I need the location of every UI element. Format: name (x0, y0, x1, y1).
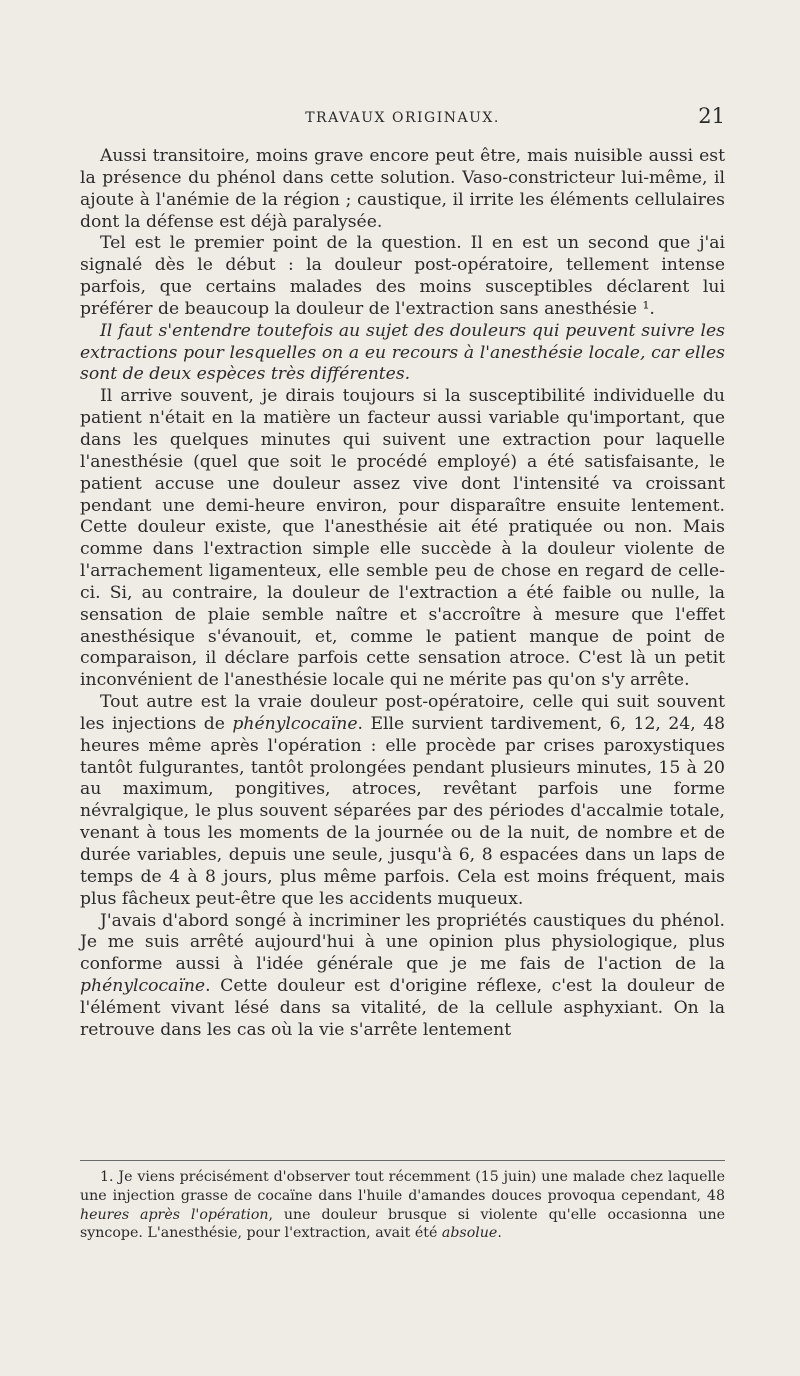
paragraph-3: Il faut s'entendre toutefois au sujet des douleurs qui peuvent suivre les extractions pour lesquelles on a eu recours à l'anesthésie locale, car elles sont de deux espèces très différentes. (80, 320, 725, 385)
paragraph-6: J'avais d'abord songé à incriminer les propriétés caustiques du phénol. Je me suis arrêté aujourd'hui à une opinion plus physiologique, plus conforme aussi à l'idée générale que je me fais de l'action de la phénylcocaïne. Cette douleur est d'origine réflexe, c'est la douleur de l'élément vivant lésé dans sa vitalité, de la cellule asphyxiant. On la retrouve dans les cas où la vie s'arrête lentement (80, 910, 725, 1040)
footnote-1: 1. Je viens précisément d'observer tout récemment (15 juin) une malade chez laquelle une injection grasse de cocaïne dans l'huile d'amandes douces provoqua cependant, 48 heures après l'opération, une douleur brusque si violente qu'elle occasionna une syncope. L'anesthésie, pour l'extraction, avait été absolue. (80, 1169, 725, 1242)
page-header (80, 104, 725, 132)
paragraph-5: Tout autre est la vraie douleur post-opératoire, celle qui suit souvent les injections de phénylcocaïne. Elle survient tardivement, 6, 12, 24, 48 heures même après l'opération : elle procède par crises paroxystiques tantôt fulgurantes, tantôt prolongées pendant plusieurs minutes, 15 à 20 au maximum, pongitives, atroces, revêtant parfois une forme névralgique, le plus souvent séparées par des périodes d'accalmie totale, venant à tous les moments de la journée ou de la nuit, de nombre et de durée variables, depuis une seule, jusqu'à 6, 8 espacées dans un laps de temps de 4 à 8 jours, plus même parfois. Cela est moins fréquent, mais plus fâcheux peut-être que les accidents muqueux. (80, 692, 726, 909)
footnote-rule (80, 1160, 725, 1161)
footnote (80, 1168, 725, 1243)
paragraph-2: Tel est le premier point de la question. Il en est un second que j'ai signalé dès le début : la douleur post-opératoire, tellement intense parfois, que certains malades des moins susceptibles déclarent lui préférer de beaucoup la douleur de l'extraction sans anesthésie ¹. (80, 233, 725, 319)
page-number: 21 (698, 104, 725, 128)
paragraph-1: Aussi transitoire, moins grave encore peut être, mais nuisible aussi est la présence du phénol dans cette solution. Vaso-constricteur lui-même, il ajoute à l'anémie de la région ; caustique, il irrite les éléments cellulaires dont la défense est déjà paralysée. (80, 146, 725, 232)
paragraph-4: Il arrive souvent, je dirais toujours si la susceptibilité individuelle du patient n'était en la matière un facteur aussi variable qu'important, que dans les quelques minutes qui suivent une extraction pour laquelle l'anesthésie (quel que soit le procédé employé) a été satisfaisante, le patient accuse une douleur assez vive dont l'intensité va croissant pendant une demi-heure environ, pour disparaître ensuite lentement. Cette douleur existe, que l'anesthésie ait été pratiquée ou non. Mais comme dans l'extraction simple elle succède à la douleur violente de l'arrachement ligamenteux, elle semble peu de chose en regard de celle-ci. Si, au contraire, la douleur de l'extraction a été faible ou nulle, la sensation de plaie semble naître et s'accroître à mesure que l'effet anesthésique s'évanouit, et, comme le patient manque de point de comparaison, il déclare parfois cette sensation atroce. C'est là un petit inconvénient de l'anesthésie locale qui ne mérite pas qu'on s'y arrête. (80, 386, 725, 691)
body-text (80, 146, 725, 1042)
running-title: TRAVAUX ORIGINAUX. (305, 110, 500, 126)
